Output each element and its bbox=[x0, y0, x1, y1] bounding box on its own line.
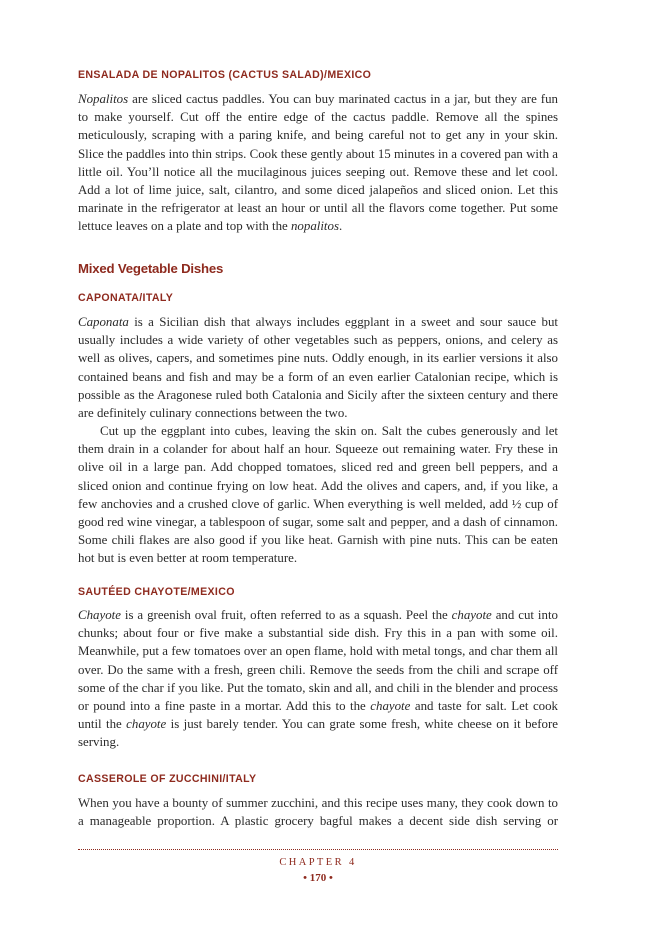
text-run: . bbox=[338, 219, 343, 234]
page-content bbox=[78, 0, 558, 928]
recipe-text-zucchini: When you have a bounty of summer zucchini, and this recipe uses many, they cook down to a manageable proportion. A plastic grocery bagful makes a decent side dish serving or bbox=[78, 796, 558, 829]
recipe-heading-chayote: SAUTÉED CHAYOTE/MEXICO bbox=[78, 586, 235, 598]
italic-term: Caponata bbox=[78, 315, 129, 329]
text-run: is just barely tender. You can grate some fresh, white cheese on it before serving. bbox=[78, 717, 558, 750]
page-number: • 170 • bbox=[303, 872, 333, 884]
footer-divider bbox=[78, 849, 558, 850]
text-run: is a Sicilian dish that always includes eggplant in a sweet and sour sauce but usually includes a wide variety of other vegetables such as peppers, onions, and celery as well as olives, capers, and sometimes pine nuts. Oddly enough, in its earlier versions it also contained beans and fish and may be a form of an even earlier Catalonian recipe, which is possible as the Aragonese ruled both Catalonia and Sicily after the sixteen century and there are definitely culinary connections between the two. bbox=[78, 315, 558, 421]
italic-term: Chayote bbox=[78, 608, 121, 622]
recipe-text-caponata-intro bbox=[78, 313, 558, 422]
recipe-text-caponata-method: Cut up the eggplant into cubes, leaving the skin on. Salt the cubes generously and let them drain in a colander for about half an hour. Squeeze out remaining water. Fry these in olive oil in a large pan. Add chopped tomatoes, sliced red and green bell peppers, and a sliced onion and continue frying on low heat. Add the olives and capers, and, if you like, a few anchovies and a crushed clove of garlic. When everything is well melded, add ½ cup of good red wine vinegar, a tablespoon of sugar, some salt and pepper, and a dash of cinnamon. Some chili flakes are also good if you like heat. Garnish with pine nuts. This can be eaten hot but is even better at room temperature. bbox=[78, 424, 558, 566]
recipe-heading-nopalitos: ENSALADA DE NOPALITOS (CACTUS SALAD)/MEXICO bbox=[78, 69, 372, 81]
text-run: and cut into chunks; about four or five make a substantial side dish. Fry this in a pan with some oil. Meanwhile, put a few tomatoes over an open flame, hold with metal tongs, and char them all over. Do the same with a fresh, green chili. Remove the seeds from the chili and scrape off some of the char if you like. Put the tomato, skin and all, and chili in the blender and process or pound into a fine paste in a mortar. Add this to the bbox=[78, 608, 558, 714]
italic-term: chayote bbox=[370, 699, 411, 714]
recipe-heading-caponata: CAPONATA/ITALY bbox=[78, 292, 174, 304]
italic-term: Nopalitos bbox=[78, 92, 129, 106]
chapter-label: CHAPTER 4 bbox=[279, 857, 357, 868]
recipe-heading-zucchini: CASSEROLE OF ZUCCHINI/ITALY bbox=[78, 773, 257, 785]
recipe-text-nopalitos bbox=[78, 90, 558, 236]
italic-term: chayote bbox=[451, 608, 492, 622]
italic-term: chayote bbox=[126, 717, 167, 732]
text-run: is a greenish oval fruit, often referred to as a squash. Peel the bbox=[120, 608, 452, 622]
recipe-text-chayote bbox=[78, 606, 558, 752]
italic-term: nopalitos bbox=[290, 219, 339, 234]
text-run: and taste for salt. Let cook until the bbox=[78, 699, 558, 732]
section-heading-mixed-vegetables: Mixed Vegetable Dishes bbox=[78, 261, 224, 276]
text-run: are sliced cactus paddles. You can buy marinated cactus in a jar, but they are fun to make yourself. Cut off the entire edge of the cactus paddle. Remove all the spines meticulously, scraping with a paring knife, and being careful not to get any in your skin. Slice the paddles into thin strips. Cook these gently about 15 minutes in a covered pan with a little oil. You’ll notice all the mucilaginous juices seeping out. Remove these and let cool. Add a lot of lime juice, salt, cilantro, and some diced jalapeños and sliced onion. Let this marinate in the refrigerator at least an hour or until all the flavors come together. Put some lettuce leaves on a plate and top with the bbox=[78, 92, 558, 234]
